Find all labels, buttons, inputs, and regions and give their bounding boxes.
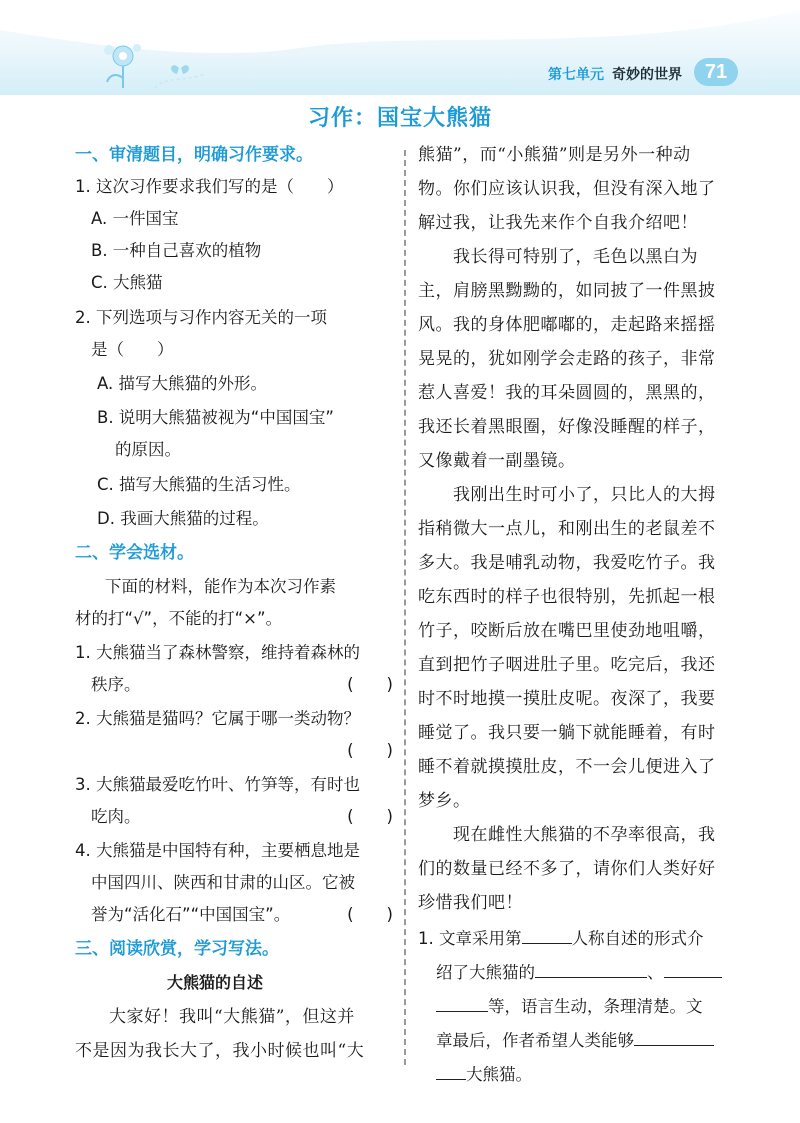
section2-intro-line1: 下面的材料，能作为本次习作素 xyxy=(105,577,336,596)
fill-question-line2 xyxy=(436,961,722,985)
q2-stem-line1: 2. 下列选项与习作内容无关的一项 xyxy=(75,308,327,327)
story-line: 风。我的身体肥嘟嘟的，走起路来摇摇 xyxy=(418,315,716,335)
item4-line2: 中国四川、陕西和甘肃的山区。它被 xyxy=(91,873,355,892)
fill-text: 人称自述的形式介 xyxy=(571,929,704,948)
blank-aspect-3[interactable] xyxy=(436,995,488,1012)
story-line: 吃东西时的样子也很特别，先抓起一根 xyxy=(418,587,716,607)
blank-aspect-1[interactable] xyxy=(535,961,647,978)
item1-line1: 1. 大熊猫当了森林警察，维持着森林的 xyxy=(75,643,360,662)
fill-text: 等，语言生动，条理清楚。文 xyxy=(488,997,703,1016)
fill-text: 章最后，作者希望人类能够 xyxy=(436,1031,634,1050)
fill-text: 绍了大熊猫的 xyxy=(436,963,535,982)
fill-text: 1. 文章采用第 xyxy=(418,929,522,948)
story-line: 惹人喜爱！我的耳朵圆圆的，黑黑的， xyxy=(418,383,716,403)
q2-option-c: C. 描写大熊猫的生活习性。 xyxy=(97,475,301,494)
item3-answer-paren[interactable]: ( ) xyxy=(347,807,393,826)
section2-intro-line2: 材的打“√”，不能的打“×”。 xyxy=(75,609,283,628)
blank-hope[interactable] xyxy=(634,1029,714,1046)
story-line: 直到把竹子咽进肚子里。吃完后，我还 xyxy=(418,655,716,675)
q2-stem-line2: 是（ ） xyxy=(91,340,174,359)
story-line: 睡觉了。我只要一躺下就能睡着，有时 xyxy=(418,723,716,743)
column-divider xyxy=(404,150,406,1065)
section1-heading: 一、审清题目，明确习作要求。 xyxy=(75,145,313,165)
fill-question-line4 xyxy=(436,1029,714,1053)
blank-aspect-2[interactable] xyxy=(664,961,722,978)
story-title: 大熊猫的自述 xyxy=(167,973,264,992)
item1-line2 xyxy=(91,673,395,697)
story-line: 熊猫”，而“小熊猫”则是另外一种动 xyxy=(418,145,691,165)
unit-title: 奇妙的世界 xyxy=(612,67,682,83)
story-line: 多大。我是哺乳动物，我爱吃竹子。我 xyxy=(418,553,716,573)
flower-butterfly-icon xyxy=(95,30,215,90)
story-line: 晃晃的，犹如刚学会走路的孩子，非常 xyxy=(418,349,716,369)
q2-option-b-line1: B. 说明大熊猫被视为“中国国宝” xyxy=(97,408,334,427)
story-line: 我还长着黑眼圈，好像没睡醒的样子， xyxy=(418,417,716,437)
fill-text: 大熊猫。 xyxy=(466,1065,532,1084)
story-line: 主，肩膀黑黝黝的，如同披了一件黑披 xyxy=(418,281,716,301)
item4-answer-paren[interactable]: ( ) xyxy=(347,905,393,924)
story-line: 睡不着就摸摸肚皮，不一会儿便进入了 xyxy=(418,757,716,777)
item4-line1: 4. 大熊猫是中国特有种，主要栖息地是 xyxy=(75,841,360,860)
story-line: 指稍微大一点儿，和刚出生的老鼠差不 xyxy=(418,519,716,539)
q2-option-d: D. 我画大熊猫的过程。 xyxy=(97,509,269,528)
q1-option-a: A. 一件国宝 xyxy=(91,209,179,228)
item2-answer-paren[interactable]: ( ) xyxy=(347,741,393,760)
fill-question-line3 xyxy=(436,995,703,1019)
item3-line2 xyxy=(91,805,395,829)
story-line: 不是因为我长大了，我小时候也叫“大 xyxy=(75,1041,365,1061)
item3-line1: 3. 大熊猫最爱吃竹叶、竹笋等，有时也 xyxy=(75,775,360,794)
item2-line1: 2. 大熊猫是猫吗？它属于哪一类动物？ xyxy=(75,709,360,728)
story-line: 梦乡。 xyxy=(418,791,471,811)
item4-text: 誉为“活化石”“中国国宝”。 xyxy=(91,905,291,924)
unit-label xyxy=(548,64,682,84)
page-number: 71 xyxy=(694,58,738,86)
story-line: 珍惜我们吧！ xyxy=(418,893,523,913)
fill-question-line5 xyxy=(436,1063,532,1087)
item4-line3 xyxy=(91,903,395,927)
q1-stem: 1. 这次习作要求我们写的是（ ） xyxy=(75,177,344,196)
story-line: 竹子，咬断后放在嘴巴里使劲地咀嚼， xyxy=(418,621,716,641)
story-line: 们的数量已经不多了，请你们人类好好 xyxy=(418,859,716,879)
section2-heading: 二、学会选材。 xyxy=(75,543,194,563)
unit-number: 第七单元 xyxy=(548,67,604,83)
section3-heading: 三、阅读欣赏，学习写法。 xyxy=(75,939,279,959)
q2-option-a: A. 描写大熊猫的外形。 xyxy=(97,374,267,393)
item3-text: 吃肉。 xyxy=(91,807,141,826)
story-line: 又像戴着一副墨镜。 xyxy=(418,451,576,471)
fill-question-line1 xyxy=(418,927,704,951)
story-line: 时不时地摸一摸肚皮呢。夜深了，我要 xyxy=(418,689,716,709)
page-title: 习作：国宝大熊猫 xyxy=(307,106,492,131)
q1-option-c: C. 大熊猫 xyxy=(91,273,163,292)
story-line: 我刚出生时可小了，只比人的大拇 xyxy=(418,485,716,505)
item1-text: 秩序。 xyxy=(91,675,141,694)
blank-person[interactable] xyxy=(522,927,572,944)
item1-answer-paren[interactable]: ( ) xyxy=(347,675,393,694)
story-line: 我长得可特别了，毛色以黑白为 xyxy=(418,247,698,267)
q2-option-b-line2: 的原因。 xyxy=(115,440,181,459)
story-line: 现在雌性大熊猫的不孕率很高，我 xyxy=(418,825,716,845)
q1-option-b: B. 一种自己喜欢的植物 xyxy=(91,241,262,260)
story-line: 大家好！我叫“大熊猫”，但这并 xyxy=(109,1007,355,1027)
fill-text: 、 xyxy=(647,963,664,982)
blank-hope-2[interactable] xyxy=(436,1063,466,1080)
story-line: 解过我，让我先来作个自我介绍吧！ xyxy=(418,213,698,233)
story-line: 物。你们应该认识我，但没有深入地了 xyxy=(418,179,716,199)
